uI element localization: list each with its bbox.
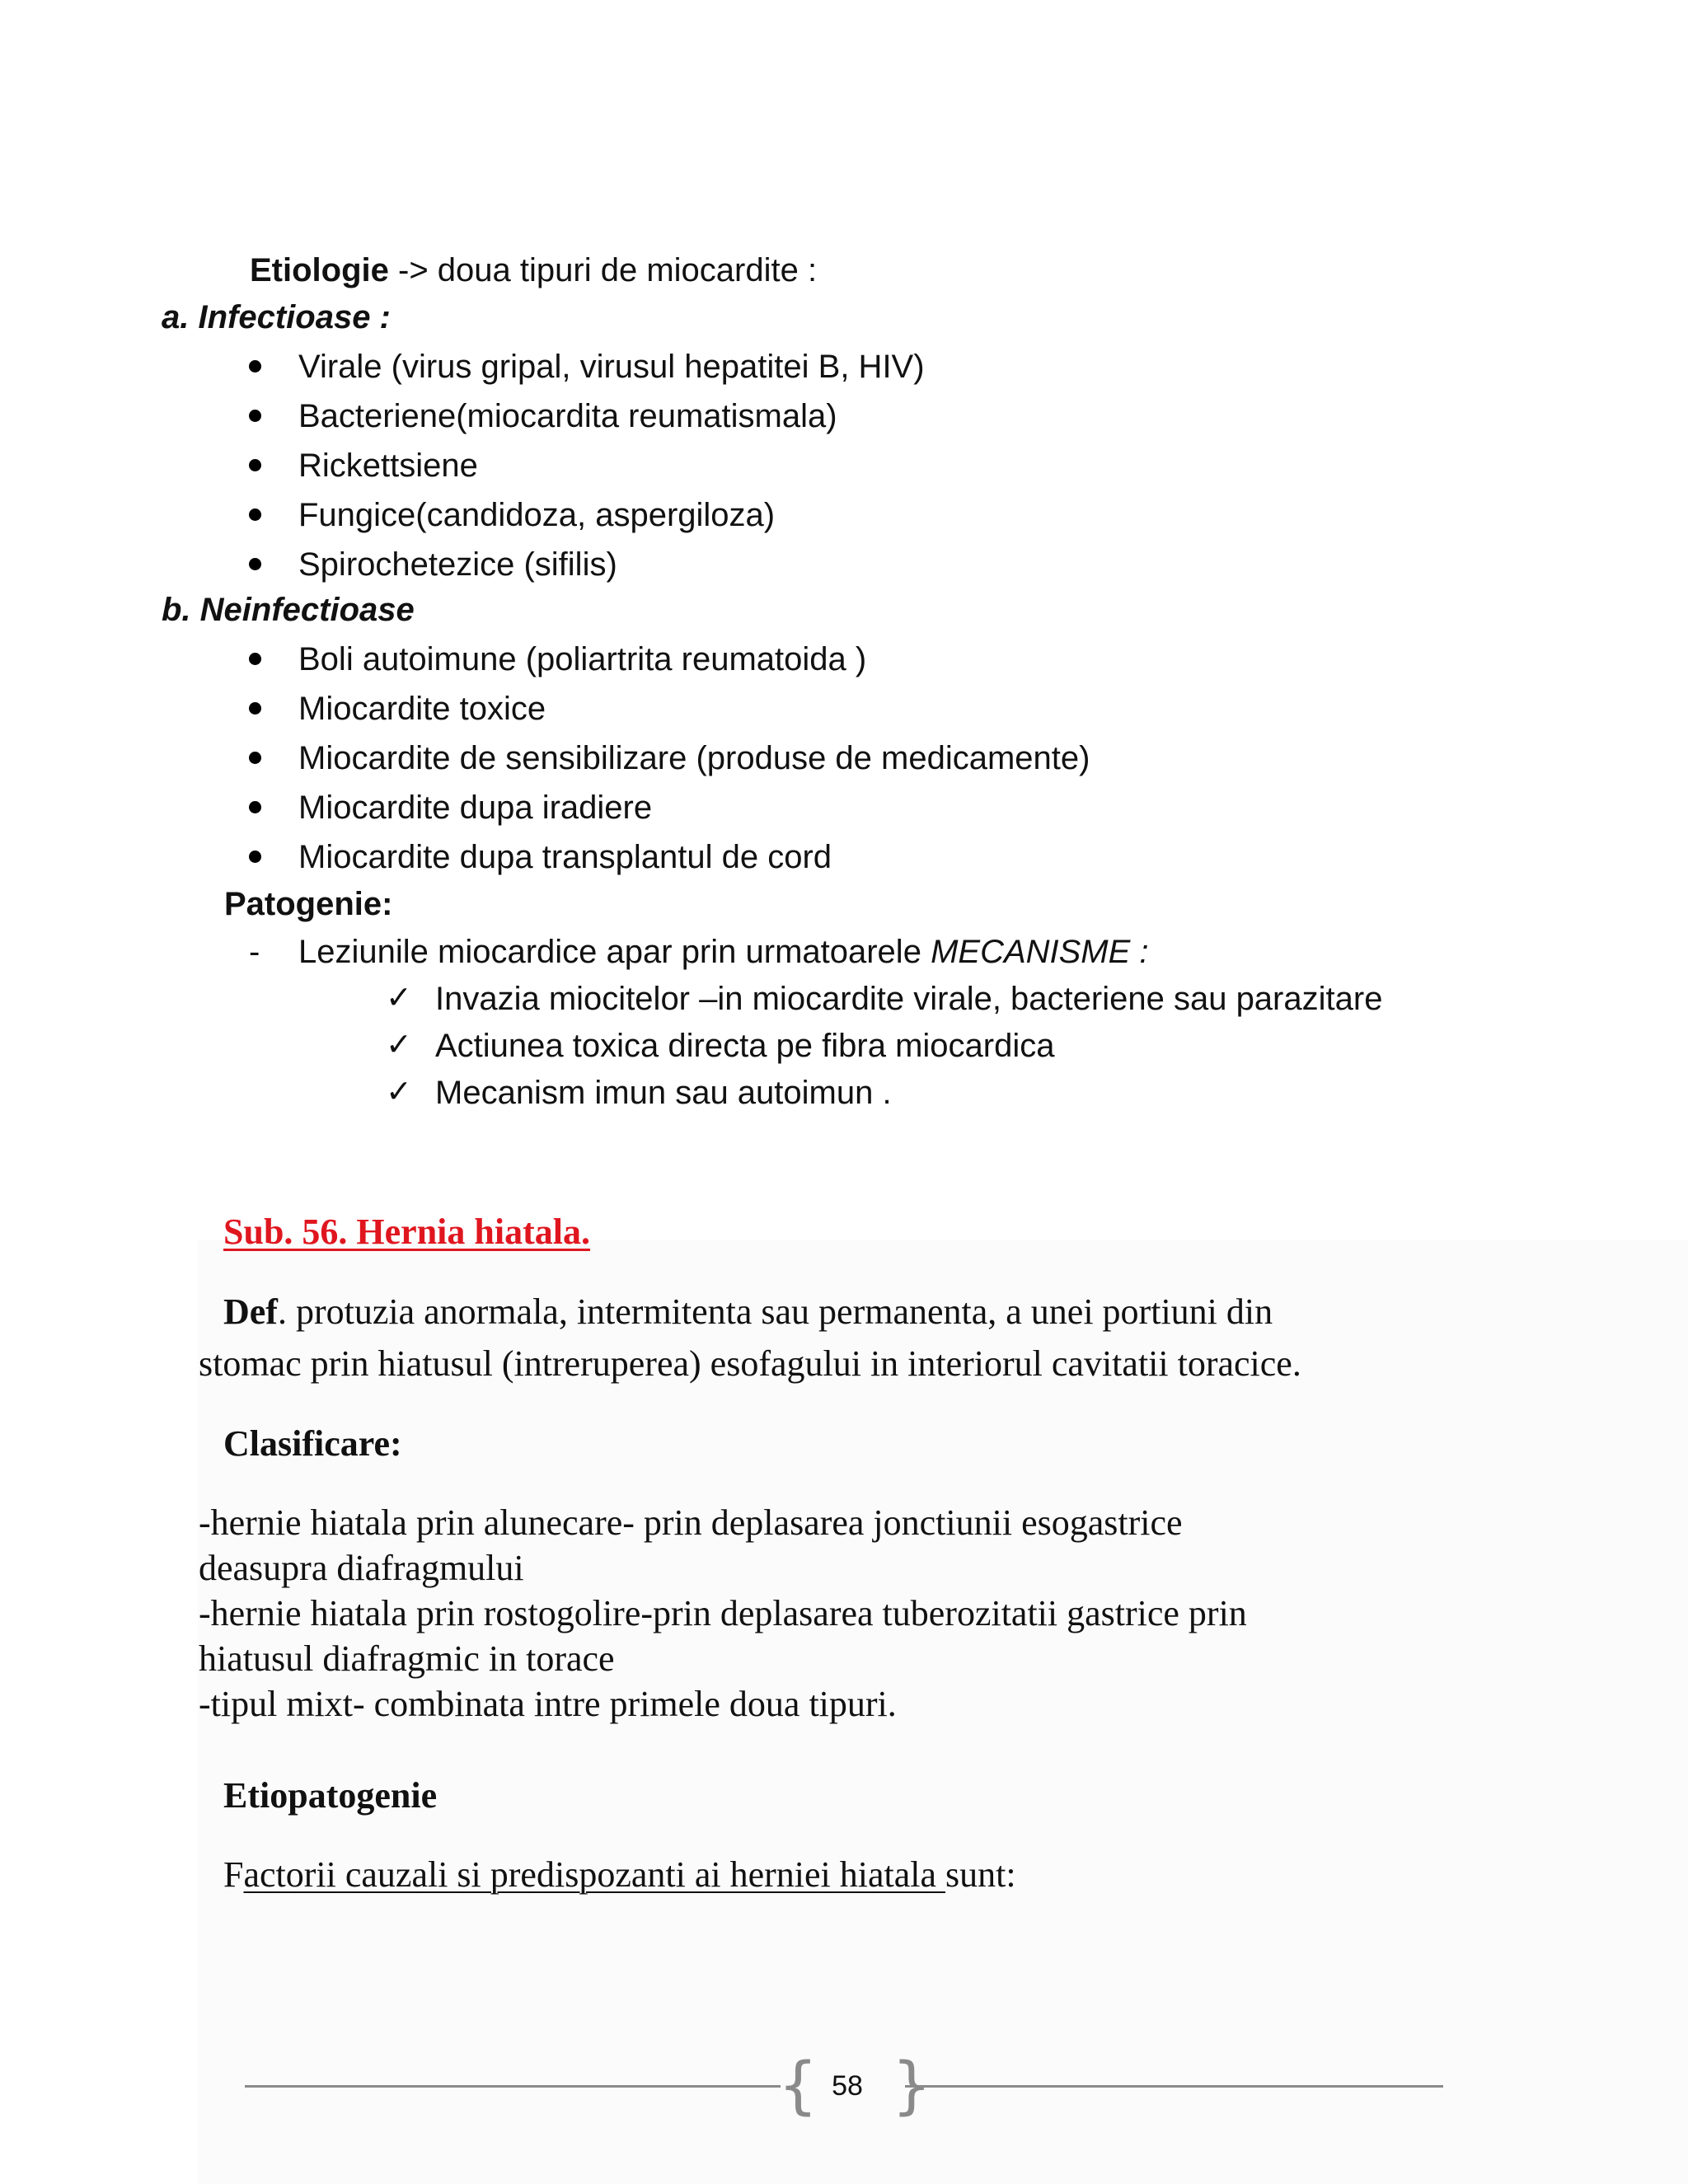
- page-number: 58: [832, 2070, 863, 2102]
- bullet-icon: [249, 752, 261, 764]
- classification-line: deasupra diafragmului: [199, 1548, 524, 1588]
- etiology-line: [250, 250, 817, 291]
- mechanism-intro: Leziunile miocardice apar prin urmatoarele: [298, 934, 931, 970]
- checkmark-icon: ✓: [386, 979, 412, 1015]
- group-a-item: Virale (virus gripal, virusul hepatitei B, HIV): [298, 349, 925, 385]
- definition-line-1: [223, 1290, 1273, 1334]
- right-brace-icon: }: [892, 2048, 932, 2121]
- checkmark-icon: ✓: [386, 1026, 412, 1062]
- group-b-item: Miocardite toxice: [298, 691, 546, 727]
- mechanism-intro-line: [298, 931, 1149, 972]
- group-a-item: Rickettsiene: [298, 448, 478, 484]
- footer-rule-left: [245, 2085, 781, 2088]
- bullet-icon: [249, 459, 261, 471]
- bullet-icon: [249, 801, 261, 813]
- pathogeny-title: Patogenie:: [224, 886, 393, 922]
- mechanism-item: Actiunea toxica directa pe fibra miocardica: [435, 1028, 1055, 1064]
- mechanism-item: Invazia miocitelor –in miocardite virale, bacteriene sau parazitare: [435, 981, 1383, 1017]
- classification-line: hiatusul diafragmic in torace: [199, 1638, 615, 1679]
- factors-first-letter: F: [223, 1854, 244, 1895]
- def-label: Def: [223, 1291, 278, 1332]
- footer-rule-right: [905, 2085, 1443, 2088]
- group-a-item: Bacteriene(miocardita reumatismala): [298, 398, 837, 434]
- etiology-label: Etiologie: [250, 252, 389, 288]
- etiopathogeny-title: Etiopatogenie: [223, 1775, 438, 1816]
- dash-marker: -: [249, 934, 260, 970]
- def-text: . protuzia anormala, intermitenta sau permanenta, a unei portiuni din: [277, 1291, 1273, 1332]
- group-b-title: b. Neinfectioase: [162, 592, 415, 628]
- group-b-item: Miocardite de sensibilizare (produse de medicamente): [298, 740, 1090, 776]
- group-a-title: a. Infectioase :: [162, 299, 391, 335]
- factors-underlined: actorii cauzali si predispozanti ai herniei hiatala: [243, 1854, 945, 1895]
- etiology-text: -> doua tipuri de miocardite :: [388, 252, 818, 288]
- classification-line: -tipul mixt- combinata intre primele doua tipuri.: [199, 1684, 897, 1724]
- classification-line: -hernie hiatala prin alunecare- prin deplasarea jonctiunii esogastrice: [199, 1502, 1183, 1543]
- group-a-item: Spirochetezice (sifilis): [298, 546, 617, 583]
- bullet-icon: [249, 558, 261, 570]
- bullet-icon: [249, 509, 261, 521]
- mechanism-item: Mecanism imun sau autoimun .: [435, 1075, 892, 1111]
- bullet-icon: [249, 410, 261, 422]
- group-b-item: Boli autoimune (poliartrita reumatoida ): [298, 641, 867, 677]
- bullet-icon: [249, 702, 261, 715]
- checkmark-icon: ✓: [386, 1073, 412, 1109]
- group-b-item: Miocardite dupa transplantul de cord: [298, 839, 832, 875]
- factors-line: [223, 1853, 1016, 1897]
- group-b-item: Miocardite dupa iradiere: [298, 790, 653, 826]
- factors-end: sunt:: [945, 1854, 1016, 1895]
- group-a-item: Fungice(candidoza, aspergiloza): [298, 497, 776, 533]
- classification-line: -hernie hiatala prin rostogolire-prin deplasarea tuberozitatii gastrice prin: [199, 1593, 1247, 1633]
- bullet-icon: [249, 851, 261, 863]
- classification-title: Clasificare:: [223, 1423, 402, 1464]
- section-heading: Sub. 56. Hernia hiatala.: [223, 1212, 590, 1252]
- definition-line-2: stomac prin hiatusul (intreruperea) esofagului in interiorul cavitatii toracice.: [199, 1343, 1301, 1384]
- mechanism-italic: MECANISME :: [931, 934, 1149, 970]
- bullet-icon: [249, 360, 261, 373]
- left-brace-icon: {: [778, 2048, 818, 2121]
- bullet-icon: [249, 653, 261, 665]
